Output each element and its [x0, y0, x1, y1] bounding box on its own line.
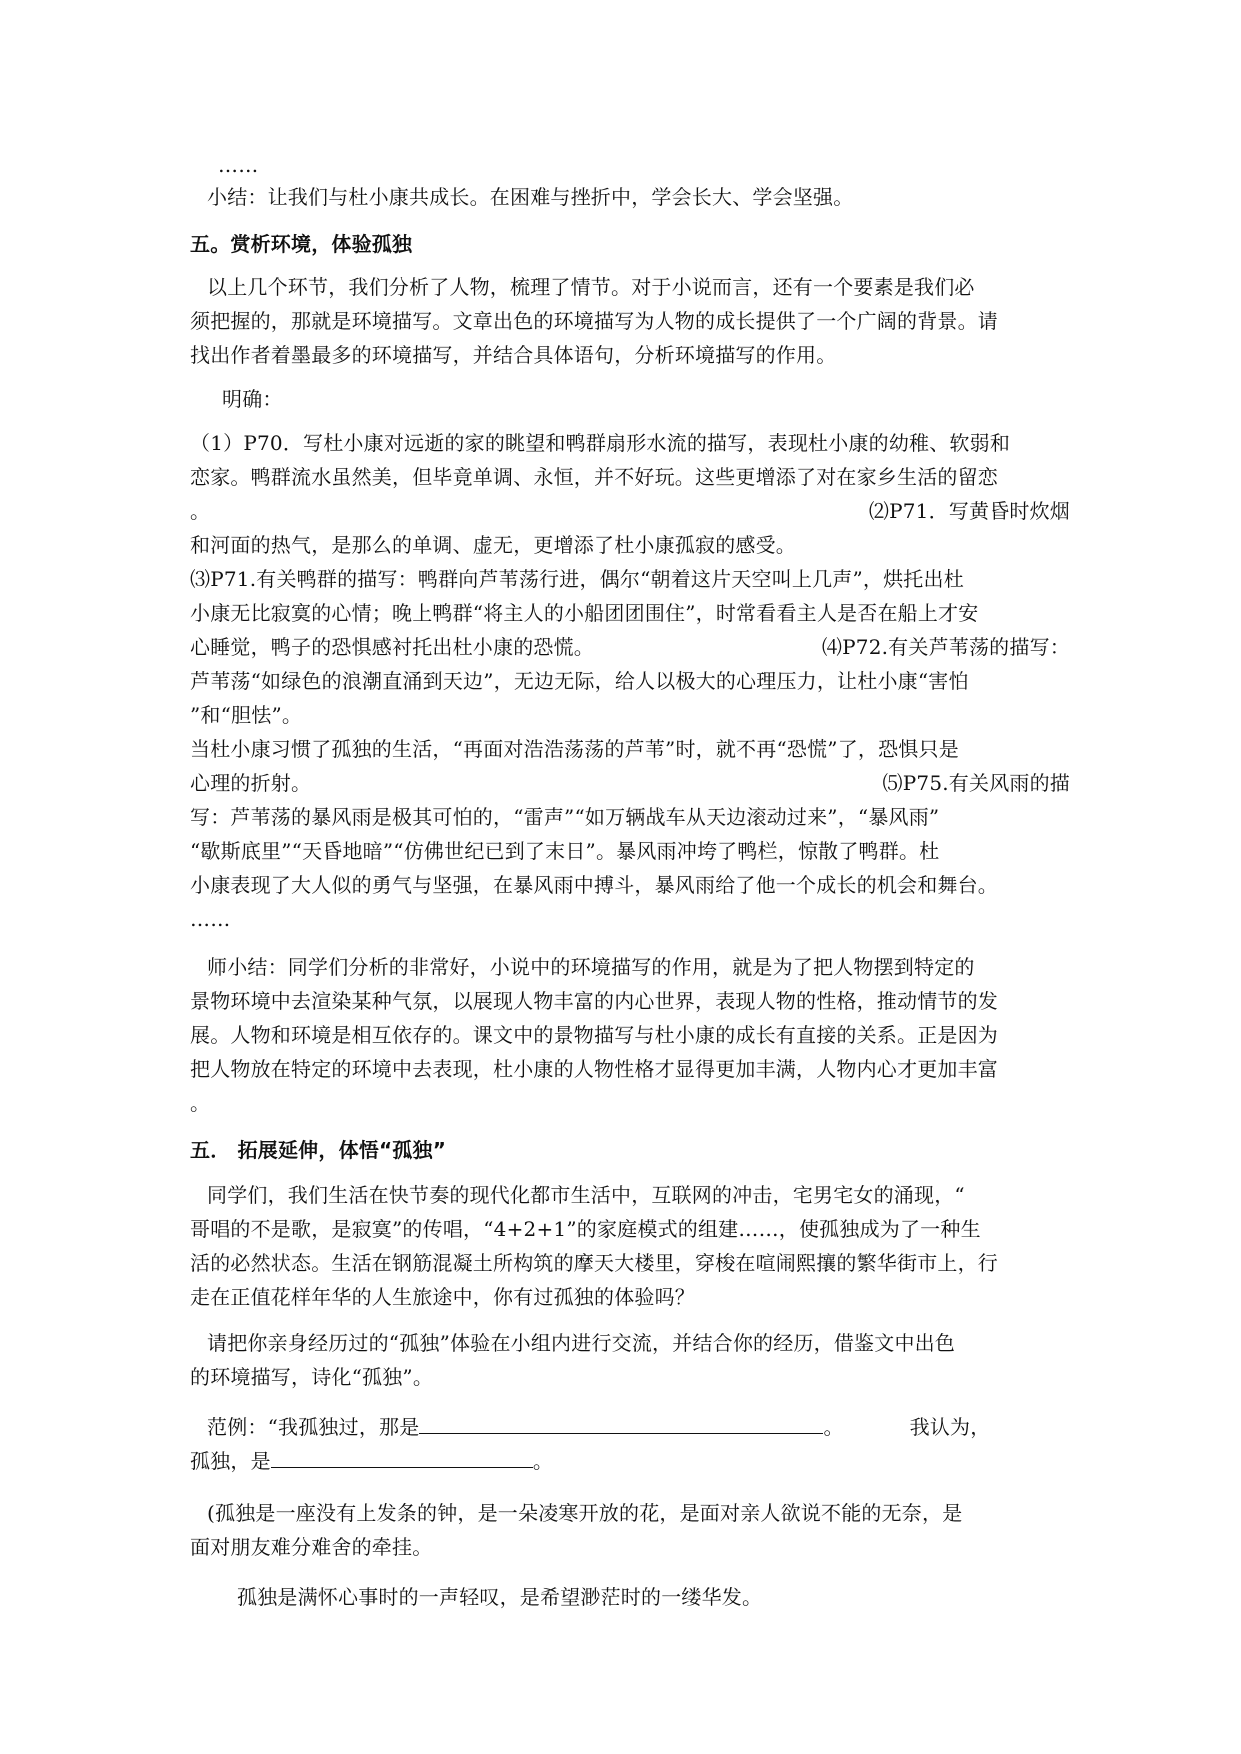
paragraph-line: 须把握的，那就是环境描写。文章出色的环境描写为人物的成长提供了一个广阔的背景。请 [190, 309, 998, 333]
example-period: 。 [532, 1449, 554, 1473]
paragraph-line: 恋家。鸭群流水虽然美，但毕竟单调、永恒，并不好玩。这些更增添了对在家乡生活的留恋 [190, 465, 998, 489]
example-opinion: 我认为， [909, 1415, 991, 1439]
section-heading-extension: 五． 拓展延伸，体悟“孤独” [190, 1138, 447, 1162]
ellipsis-line: …… [190, 907, 231, 931]
paragraph-line: 小康表现了大人似的勇气与坚强，在暴风雨中搏斗，暴风雨给了他一个成长的机会和舞台。 [190, 873, 998, 897]
paragraph-line: 写：芦苇荡的暴风雨是极其可怕的，“雷声”“如万辆战车从天边滚动过来”，“暴风雨” [190, 805, 940, 829]
paragraph-line: 以上几个环节，我们分析了人物，梳理了情节。对于小说而言，还有一个要素是我们必 [207, 275, 975, 299]
summary-line: 小结：让我们与杜小康共成长。在困难与挫折中，学会长大、学会坚强。 [207, 185, 854, 209]
paragraph-line: 芦苇荡“如绿色的浪潮直涌到天边”，无边无际，给人以极大的心理压力，让杜小康“害怕 [190, 669, 969, 693]
paragraph-line: (孤独是一座没有上发条的钟，是一朵凌寒开放的花，是面对亲人欲说不能的无奈，是 [207, 1501, 963, 1525]
answer-label: 明确： [222, 387, 283, 411]
paragraph-line: 的环境描写，诗化“孤独”。 [190, 1365, 434, 1389]
paragraph-line: 。 [190, 1091, 211, 1115]
example-line [190, 1444, 1070, 1478]
paragraph-line: ⑸P75.有关风雨的描 [882, 771, 1070, 795]
example-period: 。 [823, 1415, 844, 1439]
paragraph-line: 展。人物和环境是相互依存的。课文中的景物描写与杜小康的成长有直接的关系。正是因为 [190, 1023, 998, 1047]
fill-blank-1[interactable] [419, 1411, 823, 1434]
example-prefix: 范例：“我孤独过，那是 [207, 1415, 420, 1439]
paragraph-line: ”和“胆怯”。 [190, 703, 303, 727]
paragraph-line: 孤独是满怀心事时的一声轻叹，是希望渺茫时的一缕华发。 [237, 1585, 763, 1609]
paragraph-line: 活的必然状态。生活在钢筋混凝土所构筑的摩天大楼里，穿梭在喧闹熙攘的繁华街市上，行 [190, 1251, 998, 1275]
paragraph-line: 景物环境中去渲染某种气氛，以展现人物丰富的内心世界，表现人物的性格，推动情节的发 [190, 989, 998, 1013]
paragraph-line: 把人物放在特定的环境中去表现，杜小康的人物性格才显得更加丰满，人物内心才更加丰富 [190, 1057, 998, 1081]
paragraph-line: 面对朋友难分难舍的牵挂。 [190, 1535, 433, 1559]
ellipsis-line: …… [218, 153, 259, 177]
paragraph-line: 请把你亲身经历过的“孤独”体验在小组内进行交流，并结合你的经历，借鉴文中出色 [207, 1331, 956, 1355]
paragraph-line: ⑷P72.有关芦苇荡的描写： [821, 635, 1070, 659]
paragraph-line: “歇斯底里”“天昏地暗”“仿佛世纪已到了末日”。暴风雨冲垮了鸭栏，惊散了鸭群。杜 [190, 839, 940, 863]
paragraph-line: 师小结：同学们分析的非常好，小说中的环境描写的作用，就是为了把人物摆到特定的 [207, 955, 975, 979]
paragraph-line: ⑶P71.有关鸭群的描写：鸭群向芦苇荡行进，偶尔“朝着这片天空叫上几声”，烘托出杜 [190, 567, 964, 591]
paragraph-line: 。 [190, 499, 211, 523]
paragraph-line: 心理的折射。 [190, 771, 312, 795]
paragraph-line: 和河面的热气，是那么的单调、虚无，更增添了杜小康孤寂的感受。 [190, 533, 796, 557]
paragraph-line: （1）P70．写杜小康对远逝的家的眺望和鸭群扇形水流的描写，表现杜小康的幼稚、软弱和 [190, 431, 1011, 455]
paragraph-line: 哥唱的不是歌，是寂寞”的传唱，“4+2+1”的家庭模式的组建……，使孤独成为了一种生 [190, 1217, 981, 1241]
section-heading-environment: 五。赏析环境，体验孤独 [190, 232, 413, 256]
paragraph-line: 心睡觉，鸭子的恐惧感衬托出杜小康的恐慌。 [190, 635, 594, 659]
paragraph-line: ⑵P71．写黄昏时炊烟 [868, 499, 1070, 523]
paragraph-line: 找出作者着墨最多的环境描写，并结合具体语句，分析环境描写的作用。 [190, 343, 837, 367]
paragraph-line: 同学们，我们生活在快节奏的现代化都市生活中，互联网的冲击，宅男宅女的涌现，“ [207, 1183, 965, 1207]
fill-blank-2[interactable] [271, 1445, 533, 1468]
paragraph-line: 走在正值花样年华的人生旅途中，你有过孤独的体验吗？ [190, 1285, 695, 1309]
example-line [207, 1410, 1087, 1444]
paragraph-line: 当杜小康习惯了孤独的生活，“再面对浩浩荡荡的芦苇”时，就不再“恐慌”了，恐惧只是 [190, 737, 959, 761]
example-prefix: 孤独，是 [190, 1449, 271, 1473]
paragraph-line: 小康无比寂寞的心情；晚上鸭群“将主人的小船团团围住”，时常看看主人是否在船上才安 [190, 601, 979, 625]
